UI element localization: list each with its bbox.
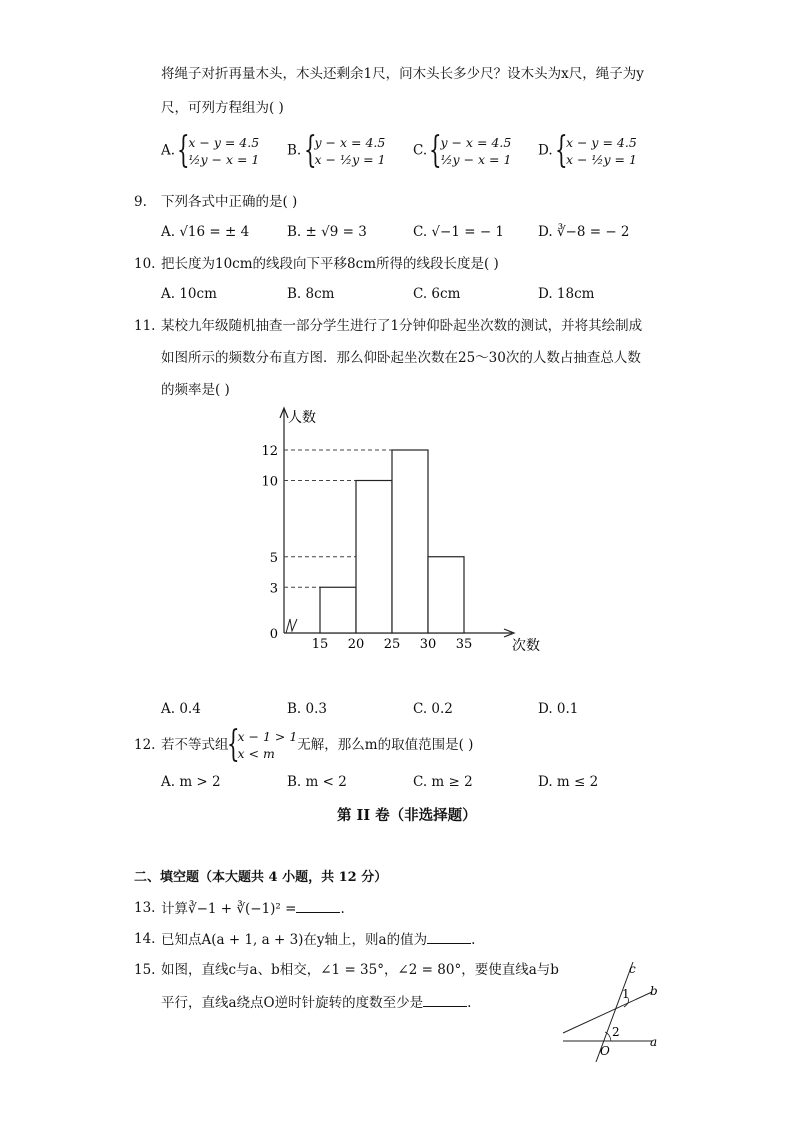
q12-option-c: C. m ≥ 2 xyxy=(413,774,473,790)
q8-option-b xyxy=(287,134,386,168)
histogram-bar xyxy=(320,587,356,633)
answer-blank[interactable] xyxy=(427,929,471,944)
histogram-bar xyxy=(428,557,464,633)
q12-stem-pre: 若不等式组 xyxy=(161,737,229,753)
q10-stem: 把长度为10cm的线段向下平移8cm所得的线段长度是( ) xyxy=(161,256,499,272)
q13-text: 计算∛−1 + ∛(−1)² = xyxy=(161,901,297,917)
q8-option-a xyxy=(161,134,259,168)
q10-option-c: C. 6cm xyxy=(413,286,461,302)
q13-number: 13. xyxy=(134,900,156,916)
equation-system: { x − y = 4.5 x − ½y = 1 xyxy=(557,134,637,168)
x-tick-label: 15 xyxy=(311,637,329,652)
y-axis-title: 人数 xyxy=(288,410,316,426)
x-tick-label: 35 xyxy=(455,637,473,652)
y-tick-label: 12 xyxy=(261,444,278,459)
q11-option-a: A. 0.4 xyxy=(161,701,201,717)
equation-system: { y − x = 4.5 x − ½y = 1 xyxy=(306,134,386,168)
q15-line2-text: 平行，直线a绕点O逆时针旋转的度数至少是 xyxy=(161,995,424,1011)
q9-option-c: C. √−1 = − 1 xyxy=(413,224,505,240)
option-label: D. xyxy=(538,142,553,159)
label-angle-2: 2 xyxy=(612,1025,620,1039)
q9-option-d: D. ∛−8 = − 2 xyxy=(538,224,630,240)
q8-option-c xyxy=(413,134,511,168)
q11-option-d: D. 0.1 xyxy=(538,701,579,717)
q15-line2 xyxy=(161,992,471,1013)
y-tick-label: 10 xyxy=(261,474,278,490)
equation-system: { y − x = 4.5 ½y − x = 1 xyxy=(431,134,511,168)
q11-line1: 某校九年级随机抽查一部分学生进行了1分钟仰卧起坐次数的测试，并将其绘制成 xyxy=(161,318,643,334)
q12-option-a: A. m > 2 xyxy=(161,774,221,790)
answer-blank[interactable] xyxy=(423,992,467,1007)
label-angle-1: 1 xyxy=(622,987,630,1001)
x-axis-title: 次数 xyxy=(512,638,540,654)
q15-number: 15. xyxy=(134,962,156,978)
y-tick-label: 3 xyxy=(269,581,278,597)
histogram-chart xyxy=(0,400,794,700)
q9-number: 9. xyxy=(134,194,147,210)
q11-line2: 如图所示的频数分布直方图．那么仰卧起坐次数在25～30次的人数占抽查总人数 xyxy=(161,350,641,366)
q9-option-b: B. ± √9 = 3 xyxy=(287,224,367,240)
inequality-system: { x − 1 > 1 x < m xyxy=(229,728,298,762)
q8-line1: 将绳子对折再量木头，木头还剩余1尺，问木头长多少尺？设木头为x尺，绳子为y xyxy=(161,66,644,82)
histogram-bar xyxy=(356,481,392,634)
q11-line3: 的频率是( ) xyxy=(161,382,230,398)
q13-stem xyxy=(161,898,345,919)
answer-blank[interactable] xyxy=(296,898,340,913)
q12-option-b: B. m < 2 xyxy=(287,774,347,790)
q10-option-d: D. 18cm xyxy=(538,286,595,302)
label-a: a xyxy=(650,1035,658,1049)
option-label: B. xyxy=(287,142,302,159)
q12-stem-post: 无解，那么m的取值范围是( ) xyxy=(297,737,474,753)
chart-bars xyxy=(320,450,464,633)
q8-option-d xyxy=(538,134,637,168)
histogram-bar xyxy=(392,450,428,633)
q10-option-b: B. 8cm xyxy=(287,286,335,302)
y-tick-label: 0 xyxy=(269,627,278,642)
label-c: c xyxy=(629,962,636,976)
q12-number: 12. xyxy=(134,737,156,753)
equation-system: { x − y = 4.5 ½y − x = 1 xyxy=(179,134,259,168)
line-b xyxy=(563,992,652,1033)
q8-line2: 尺，可列方程组为( ) xyxy=(161,100,284,116)
q11-option-b: B. 0.3 xyxy=(287,701,327,717)
q14-number: 14. xyxy=(134,931,156,947)
q14-stem xyxy=(161,929,475,950)
q15-tail: . xyxy=(467,995,472,1011)
option-label: A. xyxy=(161,142,176,159)
q14-text: 已知点A(a + 1, a + 3)在y轴上，则a的值为 xyxy=(161,932,428,948)
section-fill-in-heading: 二、填空题（本大题共 4 小题，共 12 分） xyxy=(134,870,388,885)
q15-figure xyxy=(560,958,680,1068)
q13-tail: . xyxy=(340,901,345,917)
q15-line1: 如图，直线c与a、b相交，∠1 = 35°，∠2 = 80°，要使直线a与b xyxy=(161,962,559,978)
q11-option-c: C. 0.2 xyxy=(413,701,453,717)
label-o: O xyxy=(600,1044,610,1058)
part2-title: 第 II 卷（非选择题） xyxy=(337,807,477,824)
q12-option-d: D. m ≤ 2 xyxy=(538,774,599,790)
axis-break-mark xyxy=(286,619,297,633)
q10-number: 10. xyxy=(134,256,156,272)
x-tick-label: 30 xyxy=(419,637,437,652)
q9-option-a: A. √16 = ± 4 xyxy=(161,224,250,240)
q10-option-a: A. 10cm xyxy=(161,286,217,302)
q12-stem xyxy=(161,728,473,762)
x-tick-label: 20 xyxy=(347,637,365,652)
option-label: C. xyxy=(413,142,428,159)
label-b: b xyxy=(650,984,658,998)
x-tick-label: 25 xyxy=(383,637,401,652)
q14-tail: . xyxy=(471,932,476,948)
q11-number: 11. xyxy=(134,318,156,334)
y-tick-label: 5 xyxy=(269,550,278,566)
q9-stem: 下列各式中正确的是( ) xyxy=(161,194,298,210)
